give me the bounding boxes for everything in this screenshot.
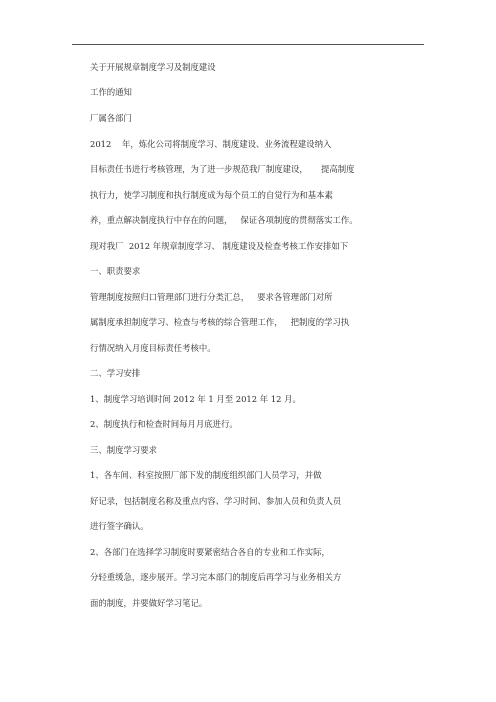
body-line: 面的制度，并要做好学习笔记。 <box>90 598 208 608</box>
addressee: 厂属各部门 <box>90 113 132 123</box>
body-line: 属制度承担制度学习、检查与考核的综合管理工作， 把制度的学习执 <box>90 317 350 327</box>
section-heading-3: 三、制度学习要求 <box>90 445 157 455</box>
header-rule <box>72 44 424 45</box>
body-line: 好记录，包括制度名称及重点内容、学习时间、参加人员和负责人员 <box>90 496 342 506</box>
list-item: 1、各车间、科室按照厂部下发的制度组织部门人员学习，并做 <box>90 470 322 480</box>
list-item: 1、制度学习培训时间 2012 年 1 月至 2012 年 12 月。 <box>90 394 301 404</box>
doc-title-line-1: 关于开展规章制度学习及制度建设 <box>90 62 216 72</box>
body-line: 管理制度按照归口管理部门进行分类汇总， 要求各管理部门对所 <box>90 292 333 302</box>
body-line: 进行签字确认。 <box>90 521 149 531</box>
list-item: 2、各部门在选择学习制度时要紧密结合各自的专业和工作实际， <box>90 547 330 557</box>
body-line: 执行力，使学习制度和执行制度成为每个员工的自觉行为和基本素 <box>90 190 333 200</box>
body-line: 分轻重缓急，逐步展开。学习完本部门的制度后再学习与业务相关方 <box>90 572 342 582</box>
list-item: 2、制度执行和检查时间每月月底进行。 <box>90 419 238 429</box>
body-line: 2012 年，炼化公司将制度学习、制度建设、业务流程建设纳入 <box>90 139 332 149</box>
body-line: 目标责任书进行考核管理，为了进一步规范我厂制度建设， 提高制度 <box>90 164 355 174</box>
body-line: 养，重点解决制度执行中存在的问题， 保证各项制度的贯彻落实工作。 <box>90 215 358 225</box>
section-heading-2: 二、学习安排 <box>90 368 141 378</box>
section-heading-1: 一、职责要求 <box>90 266 141 276</box>
body-line: 现对我厂 2012 年规章制度学习、 制度建设及检查考核工作安排如下 <box>90 241 349 251</box>
doc-title-line-2: 工作的通知 <box>90 87 132 97</box>
body-line: 行情况纳入月度目标责任考核中。 <box>90 343 216 353</box>
